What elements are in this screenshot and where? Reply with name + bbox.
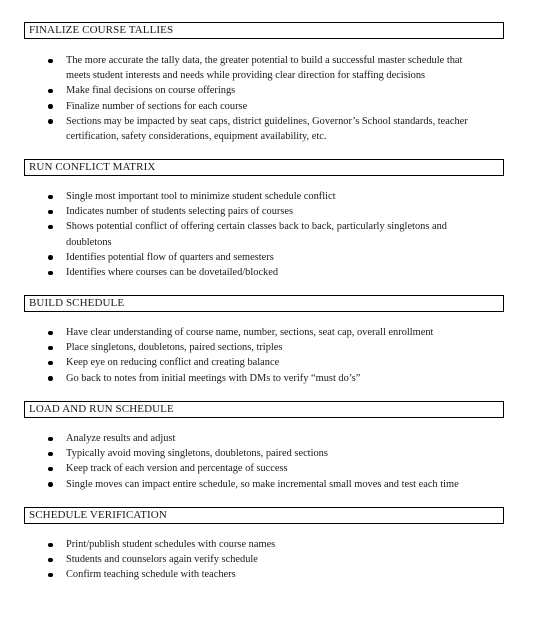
bullet-icon — [48, 195, 53, 200]
bullet-icon — [48, 558, 53, 563]
list-item — [46, 431, 486, 446]
section-heading: FINALIZE COURSE TALLIES — [24, 22, 504, 39]
list-item-text: Confirm teaching schedule with teachers — [66, 569, 236, 581]
section-build-schedule — [24, 295, 504, 384]
list-item — [46, 446, 486, 461]
list-item — [46, 99, 486, 114]
bullet-icon — [48, 573, 53, 578]
bullet-icon — [48, 89, 53, 94]
list-item-text: Sections may be impacted by seat caps, district guidelines, Governor’s School standards, teacher certification, safety considerations, equipment availability, etc. — [66, 115, 468, 143]
bullet-icon — [48, 346, 53, 351]
list-item-text: Place singletons, doubletons, paired sections, triples — [66, 342, 283, 354]
bullet-icon — [48, 225, 53, 230]
list-item — [46, 219, 486, 249]
list-item — [46, 355, 486, 370]
list-item — [46, 114, 486, 144]
bullet-icon — [48, 271, 53, 276]
section-heading: LOAD AND RUN SCHEDULE — [24, 401, 504, 418]
list-item — [46, 340, 486, 355]
list-item — [46, 325, 486, 340]
bullet-list — [46, 431, 486, 492]
bullet-icon — [48, 482, 53, 487]
list-item — [46, 204, 486, 219]
list-item-text: Shows potential conflict of offering certain classes back to back, particularly singletons and doubletons — [66, 221, 447, 248]
list-item-text: Indicates number of students selecting pairs of courses — [66, 206, 294, 218]
list-item — [46, 371, 486, 386]
bullet-list — [46, 537, 486, 583]
bullet-icon — [48, 437, 53, 442]
list-item — [46, 250, 486, 265]
list-item-text: Identifies where courses can be dovetailed/blocked — [66, 267, 279, 279]
list-item — [46, 461, 486, 476]
bullet-icon — [48, 361, 53, 366]
bullet-icon — [48, 331, 53, 336]
list-item — [46, 53, 486, 83]
list-item-text: Single most important tool to minimize student schedule conflict — [66, 191, 336, 202]
bullet-icon — [48, 59, 53, 64]
bullet-icon — [48, 119, 53, 124]
bullet-list — [46, 189, 486, 280]
section-heading: BUILD SCHEDULE — [24, 295, 504, 312]
list-item-text: Have clear understanding of course name, number, sections, seat cap, overall enrollment — [66, 327, 434, 338]
list-item — [46, 537, 486, 552]
list-item-text: Print/publish student schedules with course names — [66, 539, 276, 550]
list-item-text: Go back to notes from initial meetings with DMs to verify “must do’s” — [66, 372, 361, 384]
list-item — [46, 265, 486, 280]
list-item-text: Single moves can impact entire schedule, so make incremental small moves and test each time — [66, 478, 459, 490]
list-item-text: Analyze results and adjust — [66, 433, 176, 444]
list-item-text: Keep track of each version and percentage of success — [66, 463, 288, 475]
list-item-text: The more accurate the tally data, the greater potential to build a successful master schedule that meets student interests and needs while providing clear direction for staffing decisions — [66, 55, 463, 82]
list-item-text: Finalize number of sections for each course — [66, 100, 248, 112]
section-schedule-verification — [24, 507, 504, 581]
section-load-and-run-schedule — [24, 401, 504, 490]
bullet-icon — [48, 452, 53, 457]
list-item — [46, 567, 486, 582]
bullet-list — [46, 325, 486, 386]
section-run-conflict-matrix — [24, 159, 504, 279]
section-heading: SCHEDULE VERIFICATION — [24, 507, 504, 524]
section-finalize-course-tallies — [24, 22, 504, 143]
bullet-icon — [48, 210, 53, 215]
bullet-icon — [48, 543, 53, 548]
list-item — [46, 189, 486, 204]
list-item-text: Identifies potential flow of quarters and semesters — [66, 251, 274, 263]
section-heading: RUN CONFLICT MATRIX — [24, 159, 504, 176]
list-item — [46, 83, 486, 98]
list-item-text: Keep eye on reducing conflict and creating balance — [66, 357, 280, 369]
bullet-icon — [48, 255, 53, 260]
bullet-icon — [48, 376, 53, 381]
list-item-text: Typically avoid moving singletons, doubletons, paired sections — [66, 448, 328, 460]
list-item — [46, 477, 486, 492]
bullet-list — [46, 53, 486, 144]
list-item — [46, 552, 486, 567]
bullet-icon — [48, 467, 53, 472]
bullet-icon — [48, 104, 53, 109]
list-item-text: Students and counselors again verify schedule — [66, 554, 258, 566]
list-item-text: Make final decisions on course offerings — [66, 85, 236, 97]
